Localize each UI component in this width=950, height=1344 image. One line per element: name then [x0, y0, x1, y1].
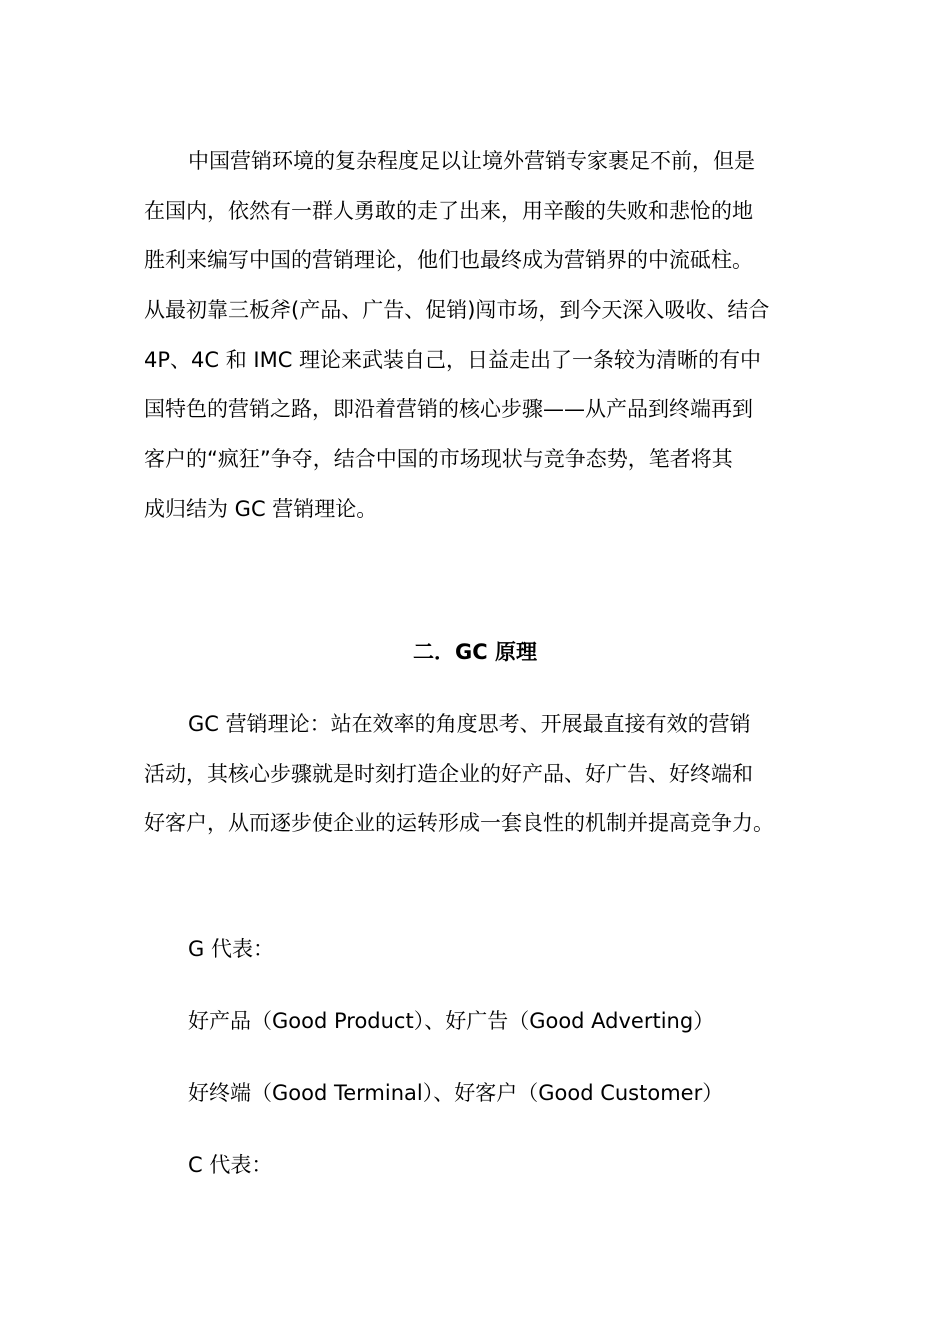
g-label: G 代表：: [188, 937, 274, 961]
intro-line: 胜利来编写中国的营销理论，他们也最终成为营销界的中流砥柱。: [144, 248, 753, 273]
intro-line: 4P、4C 和 IMC 理论来武装自己，日益走出了一条较为清晰的有中: [144, 347, 762, 372]
intro-line: 在国内，依然有一群人勇敢的走了出来，用辛酸的失败和悲怆的地: [144, 198, 753, 223]
definition-line: GC 营销理论：站在效率的角度思考、开展最直接有效的营销: [188, 712, 751, 736]
intro-line: 中国营销环境的复杂程度足以让境外营销专家裹足不前，但是: [188, 149, 755, 173]
g-item-line: 好终端（Good Terminal）、好客户（Good Customer）: [188, 1081, 724, 1105]
intro-line: 成归结为 GC 营销理论。: [144, 496, 378, 521]
definition-paragraph: [144, 700, 810, 849]
definition-line: 活动，其核心步骤就是时刻打造企业的好产品、好广告、好终端和: [144, 761, 753, 786]
intro-line: 从最初靠三板斧(产品、广告、促销)闯市场，到今天深入吸收、结合: [144, 298, 770, 323]
section-heading: 二．GC 原理: [413, 640, 537, 664]
c-label: C 代表：: [188, 1153, 273, 1177]
intro-line: 国特色的营销之路，即沿着营销的核心步骤——从产品到终端再到: [144, 397, 753, 422]
intro-paragraph: [144, 137, 810, 535]
intro-line: 客户的“疯狂”争夺，结合中国的市场现状与竞争态势，笔者将其: [144, 447, 733, 472]
g-item-line: 好产品（Good Product）、好广告（Good Adverting）: [188, 1009, 715, 1033]
definition-line: 好客户，从而逐步使企业的运转形成一套良性的机制并提高竞争力。: [144, 811, 774, 836]
